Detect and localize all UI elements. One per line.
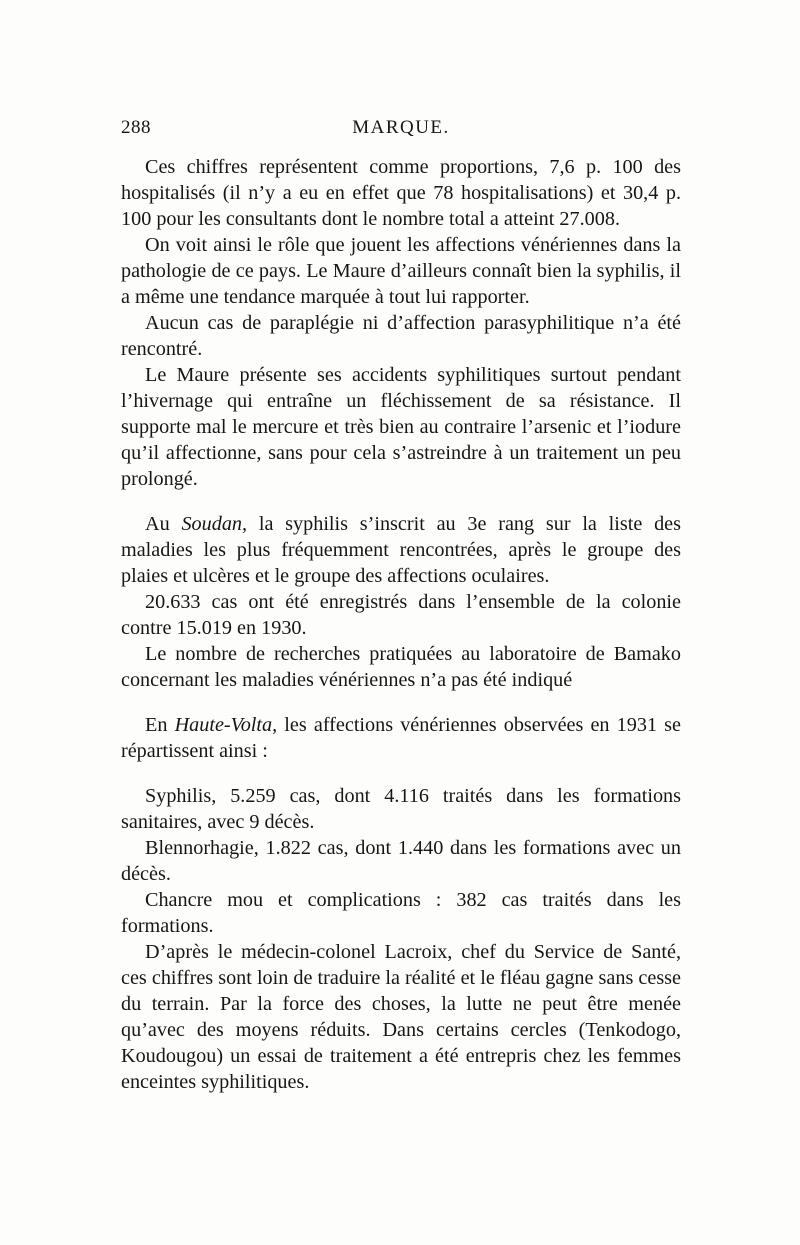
paragraph: Syphilis, 5.259 cas, dont 4.116 traités dans les formations sanitaires, avec 9 décès. xyxy=(121,785,681,833)
paragraph: On voit ainsi le rôle que jouent les affections vénériennes dans la pathologie de ce pays. Le Maure d’ailleurs connaît bien la syphilis, il a même une tendance marquée à tout lui rapporter. xyxy=(121,234,681,308)
place-name-soudan: Soudan, xyxy=(181,513,248,535)
page-header xyxy=(121,117,681,145)
paragraph: D’après le médecin-colonel Lacroix, chef du Service de Santé, ces chiffres sont loin de traduire la réalité et le fléau gagne sans cesse du terrain. Par la force des choses, la lutte ne peut être menée qu’avec des moyens réduits. Dans certains cercles (Tenkodogo, Koudougou) un essai de traitement a été entrepris chez les femmes enceintes syphilitiques. xyxy=(121,941,681,1093)
paragraph: Aucun cas de paraplégie ni d’affection parasyphilitique n’a été rencontré. xyxy=(121,312,681,360)
running-title: MARQUE. xyxy=(352,117,450,138)
paragraph-text: En xyxy=(145,714,175,736)
paragraph-text: les affections vénériennes observées en 1931 se répartissent ainsi : xyxy=(121,714,681,762)
paragraph: Chancre mou et complications : 382 cas traités dans les formations. xyxy=(121,889,681,937)
paragraph-text: Au xyxy=(145,513,182,535)
paragraph: Le nombre de recherches pratiquées au laboratoire de Bamako concernant les maladies vénériennes n’a pas été indiqué xyxy=(121,643,681,691)
body-text xyxy=(121,154,681,1095)
paragraph: Ces chiffres représentent comme proportions, 7,6 p. 100 des hospitalisés (il n’y a eu en effet que 78 hospitalisations) et 30,4 p. 100 pour les consultants dont le nombre total a atteint 27.008. xyxy=(121,156,681,230)
paragraph: Blennorhagie, 1.822 cas, dont 1.440 dans les formations avec un décès. xyxy=(121,837,681,885)
paragraph: Le Maure présente ses accidents syphilitiques surtout pendant l’hivernage qui entraîne un fléchissement de sa résistance. Il supporte mal le mercure et très bien au contraire l’arsenic et l’iodure qu’il affectionne, sans pour cela s’astreindre à un traitement un peu prolongé. xyxy=(121,364,681,490)
paragraph-soudan xyxy=(121,511,681,589)
paragraph-text: la syphilis s’inscrit au 3e rang sur la liste des maladies les plus fréquemment rencontrées, après le groupe des plaies et ulcères et le groupe des affections oculaires. xyxy=(121,513,681,587)
paragraph: 20.633 cas ont été enregistrés dans l’ensemble de la colonie contre 15.019 en 1930. xyxy=(121,591,681,639)
page-number: 288 xyxy=(121,117,151,138)
paragraph-haute-volta xyxy=(121,712,681,764)
place-name-haute-volta: Haute-Volta, xyxy=(174,714,278,736)
